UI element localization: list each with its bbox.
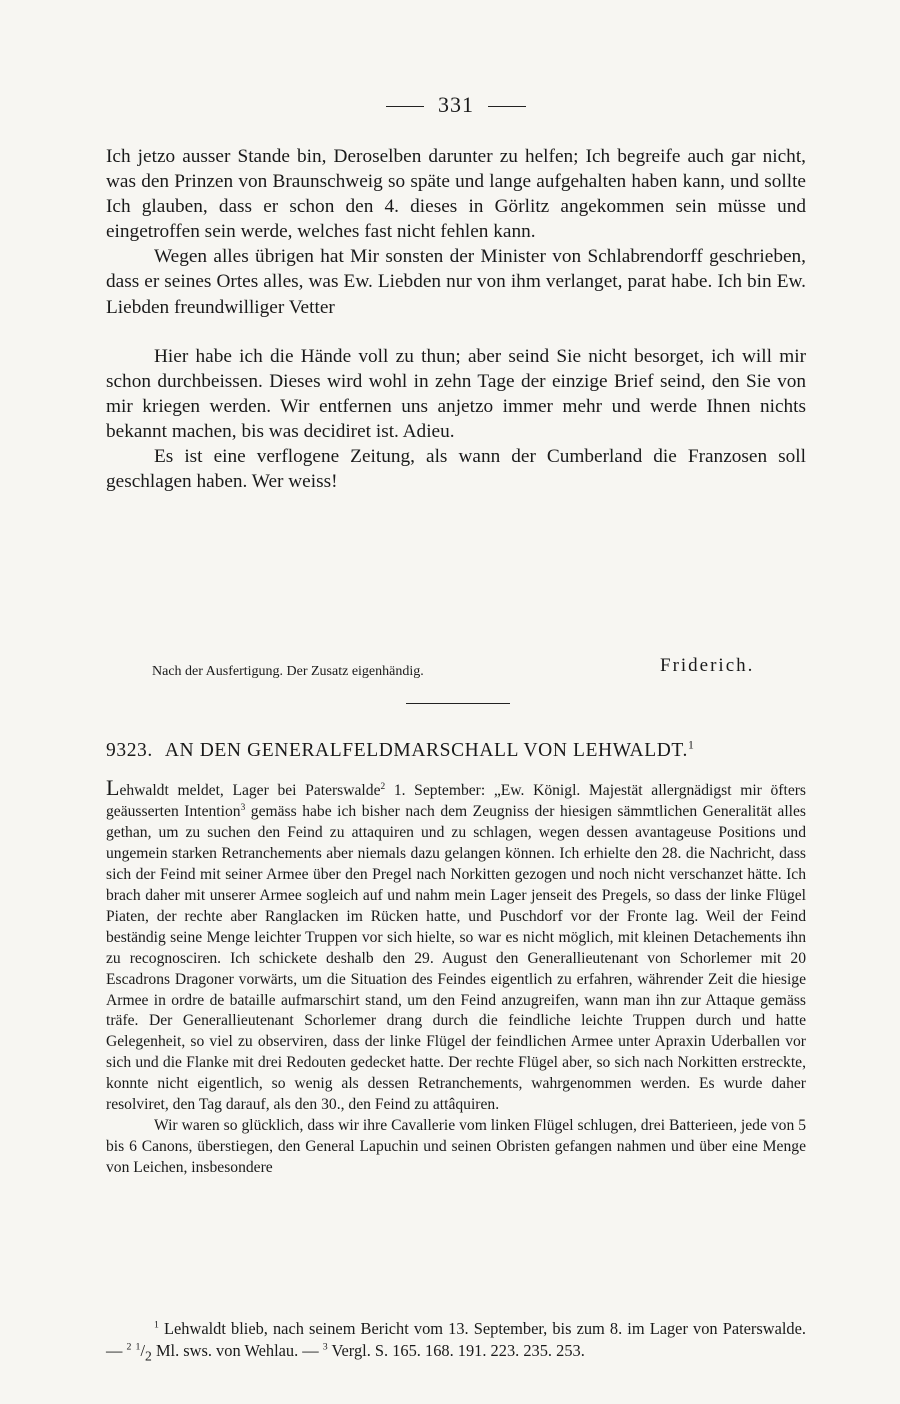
summary-paragraph-1 xyxy=(106,775,807,1116)
footnote-mark-2: 2 xyxy=(126,1341,132,1353)
document-title: AN DEN GENERALFELDMARSCHALL VON LEHWALDT. xyxy=(164,740,688,761)
footnote-mark-1: 1 xyxy=(154,1319,159,1331)
fraction-numerator: 1 xyxy=(135,1341,141,1353)
footnote-ref-2: 2 xyxy=(380,781,386,792)
letter-postscript-2: Es ist eine verflogene Zeitung, als wann der Cumberland die Franzosen soll geschlagen haben. Wer weiss! xyxy=(106,446,806,493)
page-number-text: 331 xyxy=(438,92,474,117)
fraction-denominator: 2 xyxy=(145,1348,152,1364)
footnote-text-3: Vergl. S. 165. 168. 191. 223. 235. 253. xyxy=(327,1341,585,1360)
footnote-mark-3: 3 xyxy=(322,1341,328,1353)
heading-footnote-mark: 1 xyxy=(687,738,695,752)
summary-text-a: ehwaldt meldet, Lager bei Paterswalde xyxy=(119,782,381,799)
initial-letter: L xyxy=(106,775,120,800)
page-number-dash-left xyxy=(386,106,424,107)
letter-text xyxy=(106,144,806,494)
summary-text-c: gemäss habe ich bisher nach dem Zeugniss der hiesigen sämmtlichen Generalität alles gethan, um zu suchen den Feind zu attaquiren und zu schlagen, wegen dessen avantageuse Positions und ungemein starken Retranchements aber niemals dazu gelangen können. Ich erhielte den 28. die Nachricht, dass sich der Feind mit seiner Armee über den Pregel nach Norkitten gezogen und noch nicht verschanzet hätte. Ich brach daher mit unserer Armee sogleich auf und nahm mein Lager jenseit des Pregels, so dass der linke Flügel Piaten, der rechte aber Ranglacken im Rücken hatte, und Puschdorf vor der Fronte lag. Weil der Feind beständig seine Menge leichter Truppen vor sich hielte, so war es nicht möglich, mit kleinen Detachements ihn zu recognosciren. Ich schickete deshalb den 29. August den Generallieutenant von Schorlemer mit 20 Escadrons Dragoner vorwärts, um die Situation des Feindes eigentlich zu erfahren, währender Zeit die hiesige Armee in ordre de bataille aufmarschirt stand, um den Feind anzugreifen, wann man ihn zur Attaque gemäss träfe. Der Generallieutenant Schorlemer drang durch die feindliche leichte Truppen durch und hatte Gelegenheit, so viel zu observiren, dass der linke Flügel der feindlichen Armee unter Apraxin Uderballen vor sich und die Flanke mit drei Redouten gedecket hatte. Der rechte Flügel aber, so sich nach Norkitten erstreckte, konnte nicht eigentlich, so wenig als dessen Retranchements, wahrgenommen werden. Es wurde daher resolviret, den Tag darauf, als den 30., den Feind zu attâquiren. xyxy=(106,802,806,1114)
summary-text xyxy=(106,775,807,1179)
document-number: 9323. xyxy=(106,740,153,761)
page-number-dash-right xyxy=(488,106,526,107)
letter-postscript-1: Hier habe ich die Hände voll zu thun; aber seind Sie nicht besorget, ich will mir schon durchbeissen. Dieses wird wohl in zehn Tage der einzige Brief seind, den Sie von mir kriegen werden. Wir entfernen uns anjetzo immer mehr und werde Ihnen nichts bekannt machen, bis was decidiret ist. Adieu. xyxy=(106,345,806,442)
letter-paragraph-1: Ich jetzo ausser Stande bin, Deroselben darunter zu helfen; Ich begreife auch gar nicht, was den Prinzen von Braunschweig so späte und lange aufgehalten haben kann, und sollte Ich glauben, dass er schon den 4. dieses in Görlitz angekommen sein müsse und eingetroffen sein werde, welches fast nicht fehlen kann. xyxy=(106,146,806,243)
summary-text-b: 1. September: „Ew. Königl. Majestät allergnädigst mir öfters geäusserten Intention xyxy=(106,782,807,820)
source-note: Nach der Ausfertigung. Der Zusatz eigenhändig. xyxy=(152,664,424,679)
paragraph-gap xyxy=(106,320,806,344)
footnote-ref-3: 3 xyxy=(240,802,246,813)
footnotes xyxy=(106,1318,806,1367)
page-number xyxy=(106,92,806,118)
signature: Friderich. xyxy=(660,655,755,676)
document-heading xyxy=(106,740,806,762)
footnote-text-2b: Ml. sws. von Wehlau. — xyxy=(151,1341,323,1360)
footnote-block: $^1$ Lehwaldt blieb, nach seinem Bericht vom 13. September, bis zum 8. im Lager von Paterswalde. — $^2$ $^1/_2$ Ml. sws. von Wehlau. — $^3$ Vergl. S. 165. 168. 191. 223. 235. 253. xyxy=(106,1319,806,1364)
letter-paragraph-2: Wegen alles übrigen hat Mir sonsten der Minister von Schlabrendorff geschrieben, dass er seines Ortes alles, was Ew. Liebden nur von ihm verlanget, parat habe. Ich bin Ew. Liebden freundwilliger Vetter xyxy=(106,246,806,318)
summary-paragraph-2: Wir waren so glücklich, dass wir ihre Cavallerie vom linken Flügel schlugen, drei Batterieen, jede von 5 bis 6 Canons, überstiegen, den General Lapuchin und seinen Obristen gefangen nahmen und über eine Menge von Leichen, insbesondere xyxy=(106,1117,806,1177)
footnote-text-1: Lehwaldt blieb, nach seinem Bericht vom 13. September, bis zum 8. im Lager von Paterswalde. — xyxy=(106,1319,806,1360)
section-divider xyxy=(406,703,510,704)
